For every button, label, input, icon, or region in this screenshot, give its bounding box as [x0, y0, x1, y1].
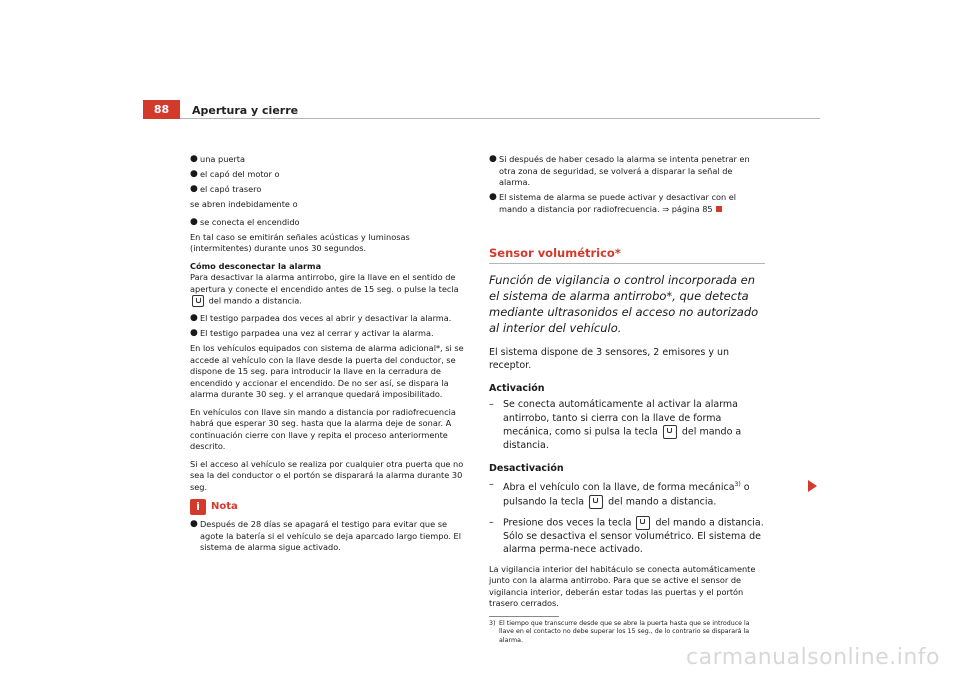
watermark: carmanualsonline.info [686, 645, 940, 670]
paragraph: La vigilancia interior del habitáculo se conecta automáticamente junto con la alarma antirrobo. Para que se active el sensor de vigilancia interior, deberán estar todas las puertas y el portón trasero cerrados. [489, 563, 756, 609]
note-label: Nota [211, 501, 238, 513]
subheading-desconectar: Cómo desconectar la alarma [190, 260, 322, 271]
list-item: ● el capó del motor o [190, 169, 280, 179]
list-item: – Se conecta automáticamente al activar la alarma antirrobo, tanto si cierra con la llave de forma mecánica, como si pulsa la tecla del mando a distancia. [489, 399, 742, 451]
list-item: ● una puerta [190, 154, 246, 164]
left-column [190, 154, 468, 557]
next-page-arrow-icon [808, 480, 817, 492]
paragraph: Para desactivar la alarma antirrobo, gire la llave en el sentido de apertura y conecte el encendido antes de 15 seg. o pulse la tecla del mando a distancia. [190, 272, 459, 306]
text-line: se abren indebidamente o [190, 199, 298, 209]
key-icon [192, 295, 204, 307]
list-item: – Presione dos veces la tecla del mando a distancia. Sólo se desactiva el sensor volumétrico. El sistema de alarma perma-nece activado. [489, 516, 764, 556]
footnote-ref: 3) [734, 481, 741, 488]
page-title: Apertura y cierre [192, 104, 299, 117]
paragraph: El sistema dispone de 3 sensores, 2 emisores y un receptor. [489, 346, 730, 371]
list-item: ● Si después de haber cesado la alarma se intenta penetrar en otra zona de seguridad, se volverá a disparar la señal de alarma. [489, 154, 750, 187]
paragraph: En los vehículos equipados con sistema de alarma adicional*, si se accede al vehículo con la llave desde la puerta del conductor, se dispone de 15 seg. para introducir la llave en la cerradura de encendido y accionar el encendido. De no ser así, se dispara la alarma durante 30 seg. y el arranque quedará imposibilitado. [190, 343, 464, 399]
note-header [190, 499, 468, 515]
list-item: ● El testigo parpadea dos veces al abrir y desactivar la alarma. [190, 313, 452, 323]
key-icon [589, 495, 603, 509]
key-icon [663, 425, 677, 439]
note-item: ● Después de 28 días se apagará el testigo para evitar que se agote la batería si el vehículo se deja aparcado largo tiempo. El sistema de alarma sigue activado. [190, 519, 461, 552]
list-item: ● El testigo parpadea una vez al cerrar y activar la alarma. [190, 328, 434, 338]
end-marker-icon [716, 206, 722, 212]
paragraph: Si el acceso al vehículo se realiza por cualquier otra puerta que no sea la del conductor o el portón se disparará la alarma durante 30 seg. [190, 458, 464, 492]
key-icon [636, 516, 650, 530]
paragraph: En tal caso se emitirán señales acústicas y luminosas (intermitentes) durante unos 30 segundos. [190, 231, 410, 253]
list-item: ● el capó trasero [190, 184, 262, 194]
section-title: Sensor volumétrico* [489, 246, 621, 260]
list-item: – Abra el vehículo con la llave, de forma mecánica$^{3)}$ o pulsando la tecla del mando a distancia. [489, 479, 750, 508]
subheading-activacion: Activación [489, 382, 545, 394]
section-divider [489, 263, 765, 264]
footnote-divider [489, 616, 559, 617]
page-reference-link[interactable]: ⇒ página 85 [662, 203, 713, 214]
info-icon: i [190, 499, 206, 515]
right-column [489, 154, 765, 645]
subheading-desactivacion: Desactivación [489, 462, 564, 474]
list-item: ● se conecta el encendido [190, 216, 300, 227]
paragraph: En vehículos con llave sin mando a distancia por radiofrecuencia habrá que esperar 30 seg. hasta que la alarma deje de sonar. A continuación cierre con llave y repita el proceso anteriormente descrito. [190, 406, 456, 451]
page-number: 88 [143, 100, 180, 119]
footnote: 3) El tiempo que transcurre desde que se abre la puerta hasta que se introduce la llave en el contacto no debe superar los 15 seg., de lo contrario se disparará la alarma. [489, 619, 750, 644]
header-divider [180, 118, 820, 119]
section-intro: Función de vigilancia o control incorporada en el sistema de alarma antirrobo*, que detecta mediante ultrasonidos el acceso no autorizado al interior del vehículo. [489, 272, 759, 335]
list-item: ● El sistema de alarma se puede activar y desactivar con el mando a distancia por radiofrecuencia. ⇒ página 85 [489, 192, 737, 214]
